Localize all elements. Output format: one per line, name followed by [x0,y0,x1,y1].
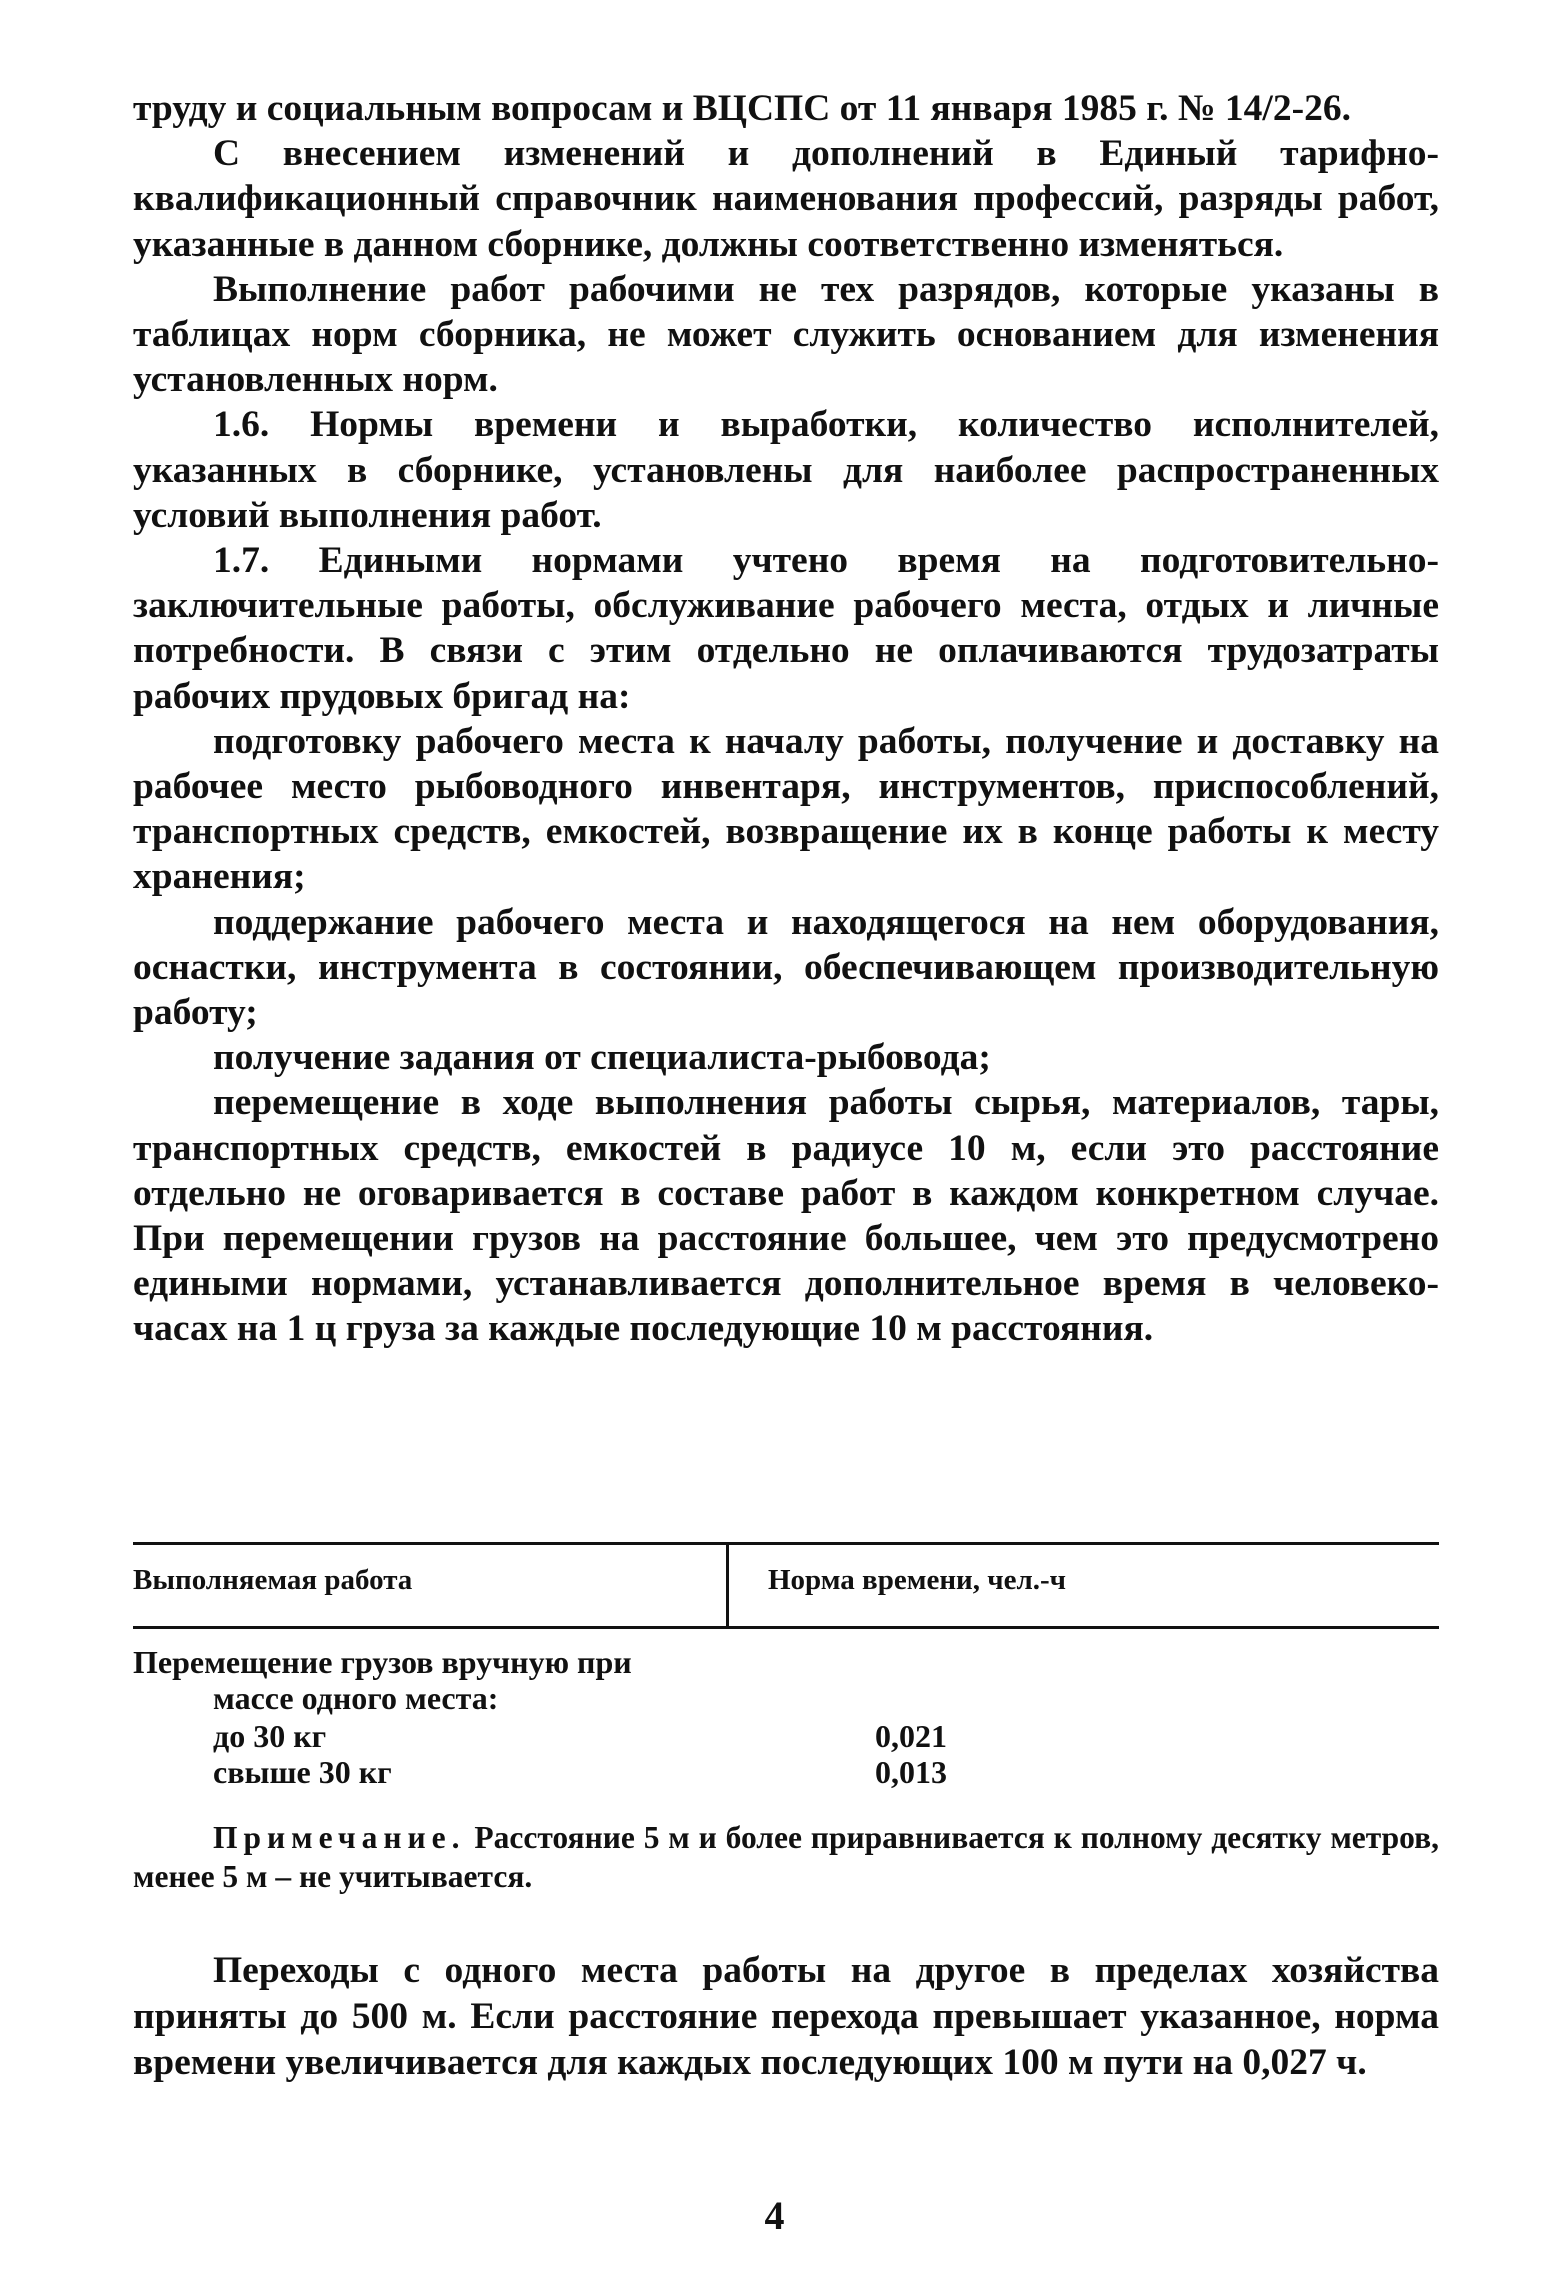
note [133,1818,1439,1896]
note-label: Примечание. [213,1820,466,1855]
table-row-value: 0,013 [875,1754,947,1790]
paragraph: Переходы с одного места работы на другое в пределах хозяйства приняты до 500 м. Если расстояние перехода превышает указанное, норма времени увеличивается для каждых последующих 100 м пути на 0,027 ч. [133,1950,1439,2083]
page-number: 4 [764,2193,785,2238]
list-item: подготовку рабочего места к началу работы, получение и доставку на рабочее место рыбоводного инвентаря, инструментов, приспособлений, транспортных средств, емкостей, возвращение их в конце работы к месту хранения; [133,720,1439,898]
table-header-work: Выполняемая работа [133,1564,413,1596]
body-text [133,86,1439,1352]
table-group-title: Перемещение грузов вручную при [133,1644,632,1680]
table-header-rule [133,1626,1439,1629]
closing-paragraph [133,1948,1439,2086]
paragraph: труду и социальным вопросам и ВЦСПС от 11 января 1985 г. № 14/2-26. [133,88,1351,129]
paragraph-1-6: 1.6. Нормы времени и выработки, количество исполнителей, указанных в сборнике, установлены для наиболее распространенных условий выполнения работ. [133,404,1439,536]
paragraph: Выполнение работ рабочими не тех разрядов, которые указаны в таблицах норм сборника, не может служить основанием для изменения установленных норм. [133,268,1439,401]
paragraph-1-7: 1.7. Едиными нормами учтено время на подготовительно-заключительные работы, обслуживание рабочего места, отдых и личные потребности. В связи с этим отдельно не оплачиваются трудозатраты рабочих прудовых бригад на: [133,540,1439,717]
list-item: поддержание рабочего места и находящегося на нем оборудования, оснастки, инструмента в состоянии, обеспечивающем производительную работу; [133,901,1439,1034]
note-text: Расстояние 5 м и более приравнивается к полному десятку метров, менее 5 м – не учитывается. [133,1820,1439,1894]
table-column-divider [726,1542,729,1626]
table-row-label: до 30 кг [213,1718,327,1754]
table-row-value: 0,021 [875,1718,947,1754]
table-top-rule [133,1542,1439,1545]
table-header-norm: Норма времени, чел.-ч [768,1564,1067,1596]
paragraph: С внесением изменений и дополнений в Единый тарифно-квалификационный справочник наименования профессий, разряды работ, указанные в данном сборнике, должны соответственно изменяться. [133,133,1439,265]
table-row-label: свыше 30 кг [213,1754,392,1790]
list-item: получение задания от специалиста-рыбовода; [213,1037,991,1079]
table-group-subtitle: массе одного места: [213,1680,499,1716]
list-item: перемещение в ходе выполнения работы сырья, материалов, тары, транспортных средств, емкостей в радиусе 10 м, если это расстояние отдельно не оговаривается в составе работ в каждом конкретном случае. При перемещении грузов на расстояние большее, чем это предусмотрено едиными нормами, устанавливается дополнительное время в человеко-часах на 1 ц груза за каждые последующие 10 м расстояния. [133,1082,1439,1350]
